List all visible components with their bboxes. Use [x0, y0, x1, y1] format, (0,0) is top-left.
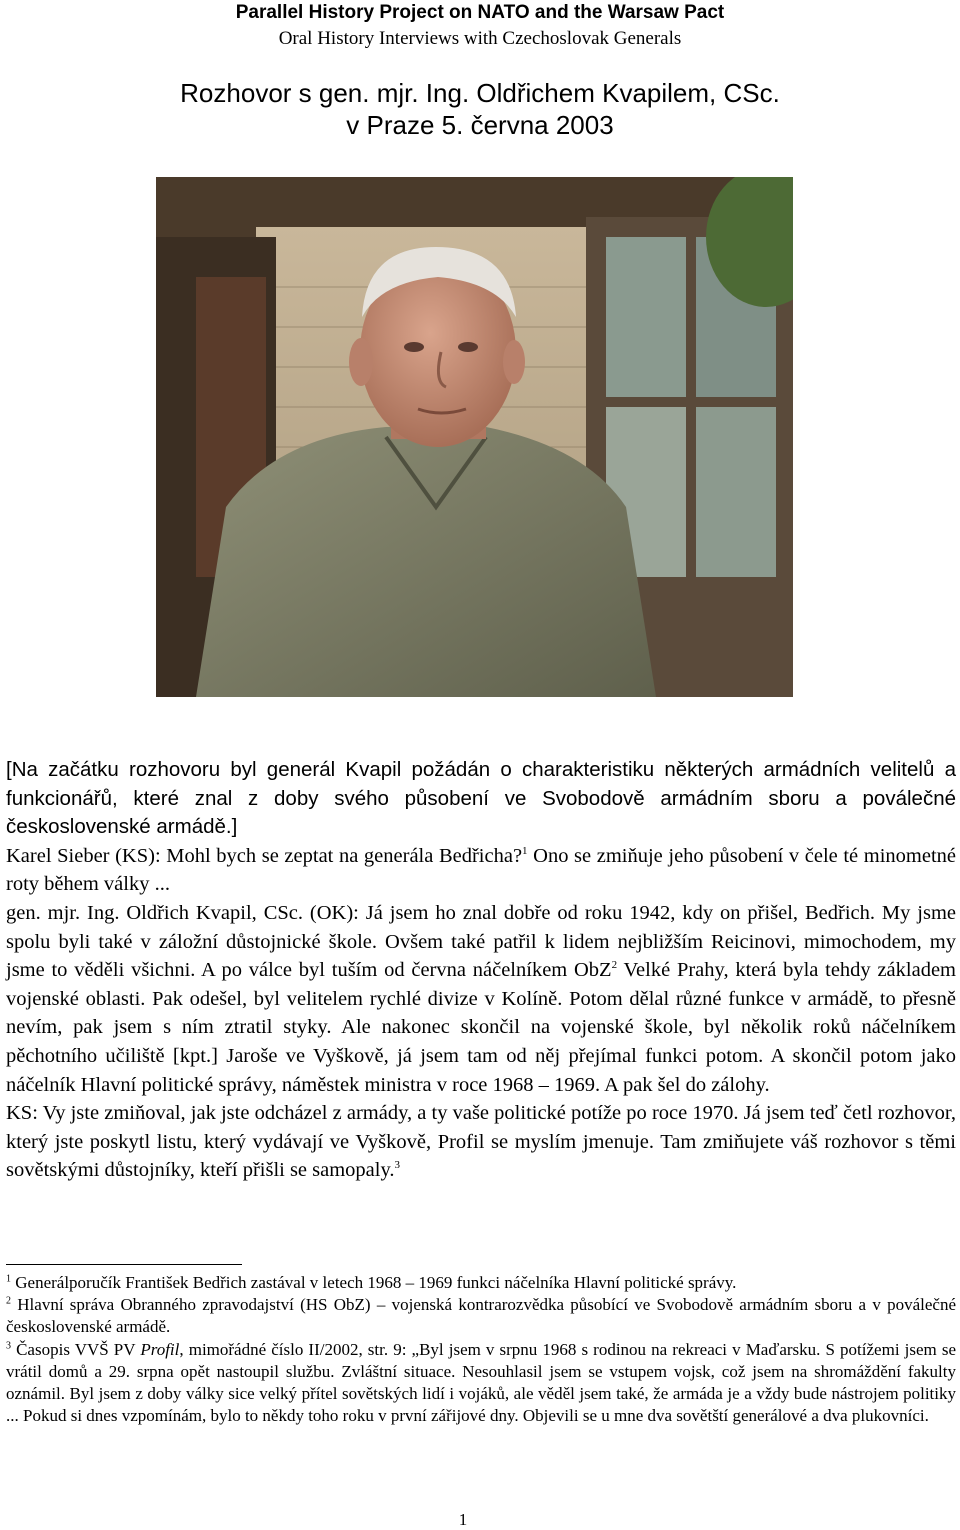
answer-1 — [6, 899, 956, 1099]
portrait-photo — [156, 177, 793, 697]
footnote-3-number: 3 — [6, 1339, 11, 1351]
page-number: 1 — [458, 1510, 468, 1529]
footnote-ref-1: 1 — [522, 844, 528, 857]
project-header: Parallel History Project on NATO and the Warsaw Pact — [235, 2, 725, 23]
question-1 — [6, 842, 956, 899]
answer-1-text: gen. mjr. Ing. Oldřich Kvapil, CSc. (OK): Já jsem ho znal dobře od roku 1942, kdy on přišel, Bedřich. My jsme spolu byli také v záložní důstojnické škole. Ovšem také patřil k lidem nejbližším Reicinovi, mimochodem, my jsme to věděli všichni. A po válce byl tuším od června náčelníkem ObZ — [6, 901, 956, 982]
footnotes — [6, 1272, 956, 1427]
question-1-text: Karel Sieber (KS): Mohl bych se zeptat na generála Bedřicha? — [6, 844, 523, 867]
footnote-3 — [6, 1339, 956, 1428]
footnote-ref-2: 2 — [611, 959, 618, 972]
answer-1-continued: Velké Prahy, která byla tehdy základem vojenské oblasti. Pak odešel, byl velitelem rychlé divize v Kolíně. Potom dělal různé funkce v armádě, to přesně nevím, pak jsem s ním ztratil styky. Ale nakonec skončil na vojenské škole, byl několik roků náčelníkem pěchotního učiliště [kpt.] Jaroše ve Vyškově, já jsem tam od něj přejímal funkci potom. A skončil potom jako náčelník Hlavní politické správy, náměstek ministra v roce 1968 – 1969. A pak šel do zálohy. — [6, 959, 956, 1096]
footnote-ref-3: 3 — [394, 1159, 401, 1172]
footnote-2 — [6, 1294, 956, 1338]
interview-date: v Praze 5. června 2003 — [346, 110, 614, 140]
footnote-1-text: Generálporučík František Bedřich zastával v letech 1968 – 1969 funkci náčelníka Hlavní politické správy. — [11, 1273, 737, 1292]
footnote-3-text: Časopis VVŠ PV — [11, 1339, 141, 1359]
interview-text — [6, 756, 956, 1185]
footnote-3-continued: , mimořádné číslo II/2002, str. 9: „Byl jsem v srpnu 1968 s rodinou na rekreaci v Maďarsku. S potížemi jsem se vrátil domů a 29. srpna opět nastoupil službu. Zvláštní situace. Nesouhlasil jsem se vstupem vojsk, což jsem na shromáždění fakulty oznámil. Byl jsem z doby války sice velký přítel sovětských lidí i vojáků, ale věděl jsem také, že armáda je a vždy bude nástrojem politiky ... Pokud si dnes vzpomínám, bylo to někdy toho roku v první zářijové dny. Objevili se u mne dva sovětští generálové a dva plukovníci. — [6, 1339, 956, 1426]
question-2 — [6, 1099, 956, 1185]
footnote-2-number: 2 — [6, 1295, 11, 1307]
footnote-1 — [6, 1272, 956, 1294]
series-header: Oral History Interviews with Czechoslovak Generals — [278, 28, 682, 49]
footnote-2-text: Hlavní správa Obranného zpravodajství (HS ObZ) – vojenská kontrarozvědka působící ve Svobodově armádním sboru a v poválečné československé armádě. — [6, 1295, 956, 1337]
intro-paragraph — [6, 756, 956, 842]
question-1-continued: Ono se zmiňuje jeho působení v čele té minometné roty během války ... — [6, 844, 956, 896]
footnote-3-journal: Profil — [140, 1339, 180, 1359]
intro-text: [Na začátku rozhovoru byl generál Kvapil požádán o charakteristiku některých armádních velitelů a funkcionářů, které znal z doby svého působení ve Svobodově armádním sboru a poválečné československé armádě.] — [6, 758, 956, 839]
interview-title: Rozhovor s gen. mjr. Ing. Oldřichem Kvapilem, CSc. — [180, 78, 780, 108]
footnote-1-number: 1 — [6, 1273, 11, 1285]
question-2-text: KS: Vy jste zmiňoval, jak jste odcházel z armády, a ty vaše politické potíže po roce 1970. Já jsem teď četl rozhovor, který jste poskytl listu, který vydávají ve Vyškově, Profil se myslím jmenuje. Tam zmiňujete váš rozhovor s těmi sovětskými důstojníky, kteří přišli se samopaly. — [6, 1102, 956, 1182]
footnote-separator — [6, 1264, 242, 1265]
